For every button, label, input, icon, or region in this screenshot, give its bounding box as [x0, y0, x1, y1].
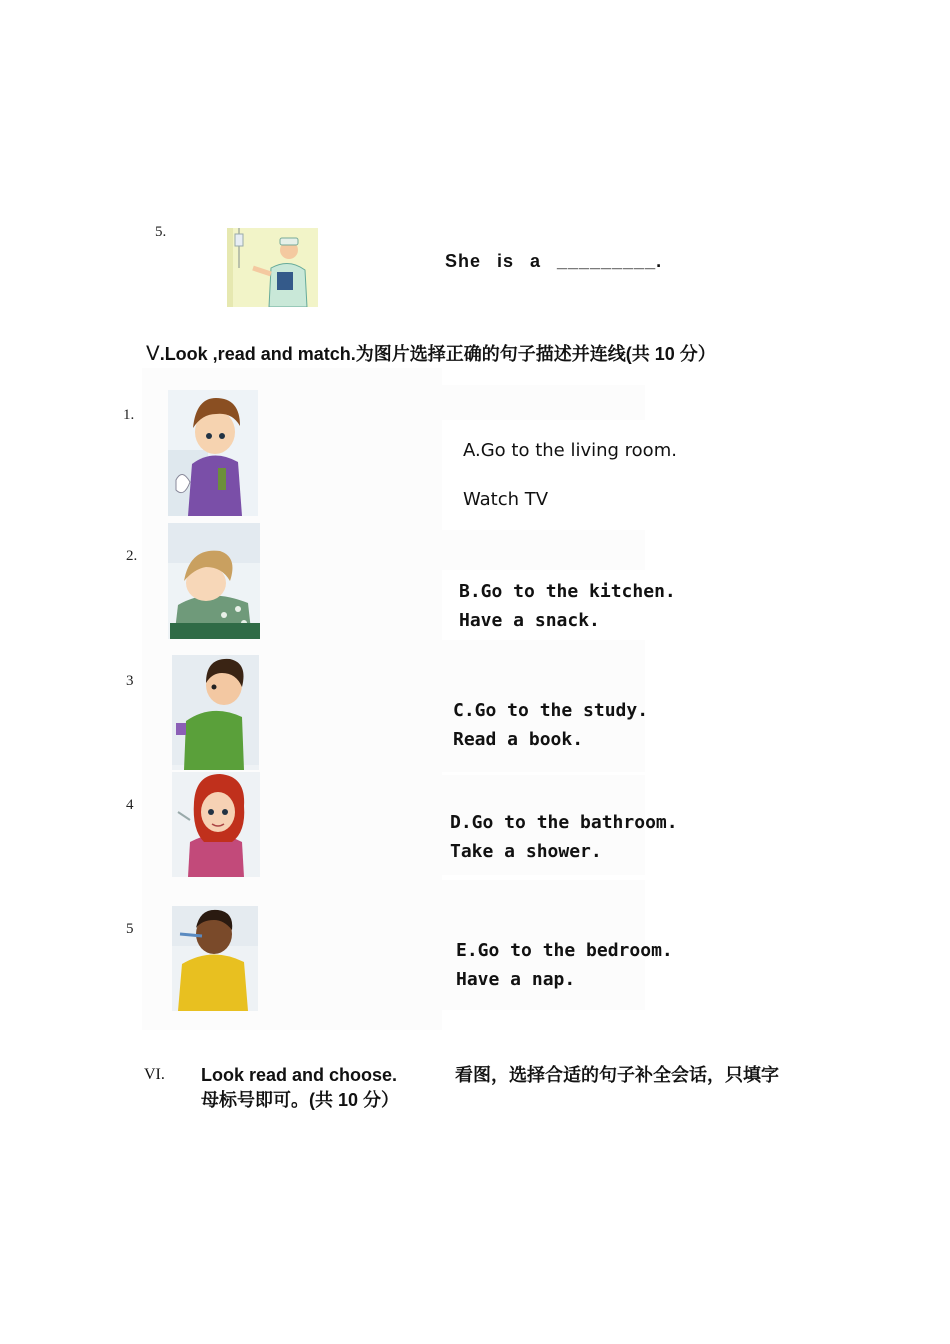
boy-yellow-picture: [172, 906, 258, 1011]
option-c-line1: C.Go to the study.: [453, 700, 649, 721]
item-number: 3: [126, 673, 134, 689]
item-number: 4: [126, 797, 134, 813]
option-b-line2: Have a snack.: [459, 610, 600, 631]
doctor-picture: [227, 228, 318, 307]
option-c: [453, 696, 648, 754]
option-d-line2: Take a shower.: [450, 841, 602, 862]
section-title: Look read and choose.: [201, 1065, 398, 1085]
option-a: [463, 426, 677, 524]
section-heading: [146, 340, 716, 366]
section-title: .Look ,read and match.为图片选择正确的句子描述并连线(共 10 分）: [159, 344, 716, 364]
fill-in-sentence: She is a _________.: [445, 251, 663, 271]
option-panel: [440, 530, 645, 570]
option-panel: [440, 385, 645, 420]
option-e-line1: E.Go to the bedroom.: [456, 940, 673, 961]
section-instruction: 看图，选择合适的句子补全会话，只填字: [455, 1065, 779, 1085]
option-e-line2: Have a nap.: [456, 969, 576, 990]
option-c-line2: Read a book.: [453, 729, 584, 750]
section-instruction-continued: 母标号即可。(共 10 分）: [201, 1090, 400, 1110]
girl-sleeping-picture: [168, 523, 260, 639]
girl-red-hair-picture: [172, 772, 260, 877]
section-roman-numeral: Ⅴ: [146, 343, 160, 365]
boy-green-picture: [172, 655, 259, 770]
item-number: 1.: [123, 407, 135, 423]
option-b-line1: B.Go to the kitchen.: [459, 581, 676, 602]
option-a-line1: A.Go to the living room.: [463, 440, 677, 461]
option-e: [456, 936, 673, 994]
option-d-line1: D.Go to the bathroom.: [450, 812, 678, 833]
question-number: 5.: [155, 224, 167, 240]
item-number: 5: [126, 921, 134, 937]
option-d: [450, 808, 678, 866]
boy-purple-picture: [168, 390, 258, 516]
section-roman-numeral: VI.: [144, 1066, 165, 1083]
option-b: [459, 577, 676, 635]
option-a-line2: Watch TV: [463, 489, 549, 510]
item-number: 2.: [126, 548, 138, 564]
